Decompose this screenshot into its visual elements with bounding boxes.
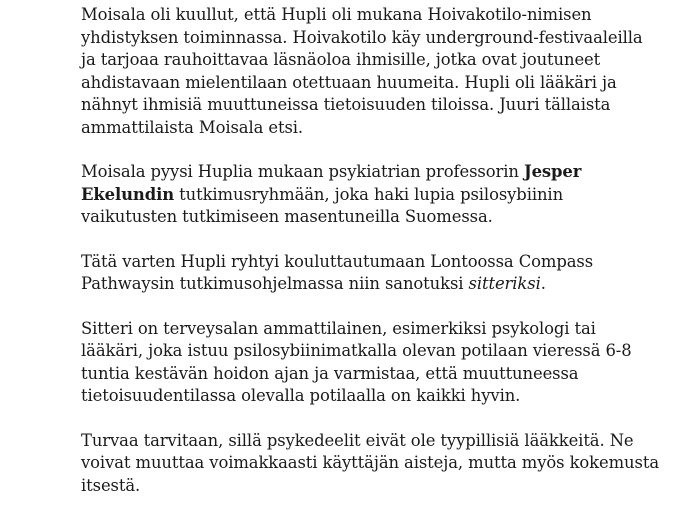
paragraph-1 xyxy=(81,4,661,139)
article-body xyxy=(81,4,661,519)
paragraph-3-text-end: . xyxy=(540,274,546,293)
paragraph-1-text: Moisala oli kuullut, että Hupli oli mukana Hoivakotilo-nimisen yhdistyksen toiminnassa. Hoivakotilo käy underground-festivaaleilla ja tarjoaa rauhoittavaa läsnäoloa ihmisille, jotka ovat joutuneet ahdistavaan mielentilaan otettuaan huumeita. Hupli oli lääkäri ja nähnyt ihmisiä muuttuneissa tietoisuuden tiloissa. Juuri tällaista ammattilaista Moisala etsi. xyxy=(81,5,643,137)
term-sitteriksi: sitteriksi xyxy=(468,274,541,293)
paragraph-3 xyxy=(81,251,661,296)
paragraph-5 xyxy=(81,430,661,498)
person-name-link: Jesper Ekelundin xyxy=(81,162,582,204)
paragraph-5-text: Turvaa tarvitaan, sillä psykedeelit eivät ole tyypillisiä lääkkeitä. Ne voivat muuttaa voimakkaasti käyttäjän aisteja, mutta myös kokemusta itsestä. xyxy=(81,430,659,495)
paragraph-2-text-start: Moisala pyysi Huplia mukaan psykiatrian professorin xyxy=(81,162,524,181)
paragraph-4-text: Sitteri on terveysalan ammattilainen, esimerkiksi psykologi tai lääkäri, joka istuu psilosybiinimatkalla olevan potilaan vieressä 6-8 tuntia kestävän hoidon ajan ja varmistaa, että muuttuneessa tietoisuudentilassa olevalla potilaalla on kaikki hyvin. xyxy=(81,318,632,405)
paragraph-3-text-start: Tätä varten Hupli ryhtyi kouluttautumaan Lontoossa Compass Pathwaysin tutkimusohjelmassa niin sanotuksi xyxy=(81,251,594,293)
paragraph-2-text-end: tutkimusryhmään, joka haki lupia psilosybiinin vaikutusten tutkimiseen masentuneilla Suomessa. xyxy=(81,184,564,226)
paragraph-4 xyxy=(81,318,661,408)
paragraph-2 xyxy=(81,161,661,229)
